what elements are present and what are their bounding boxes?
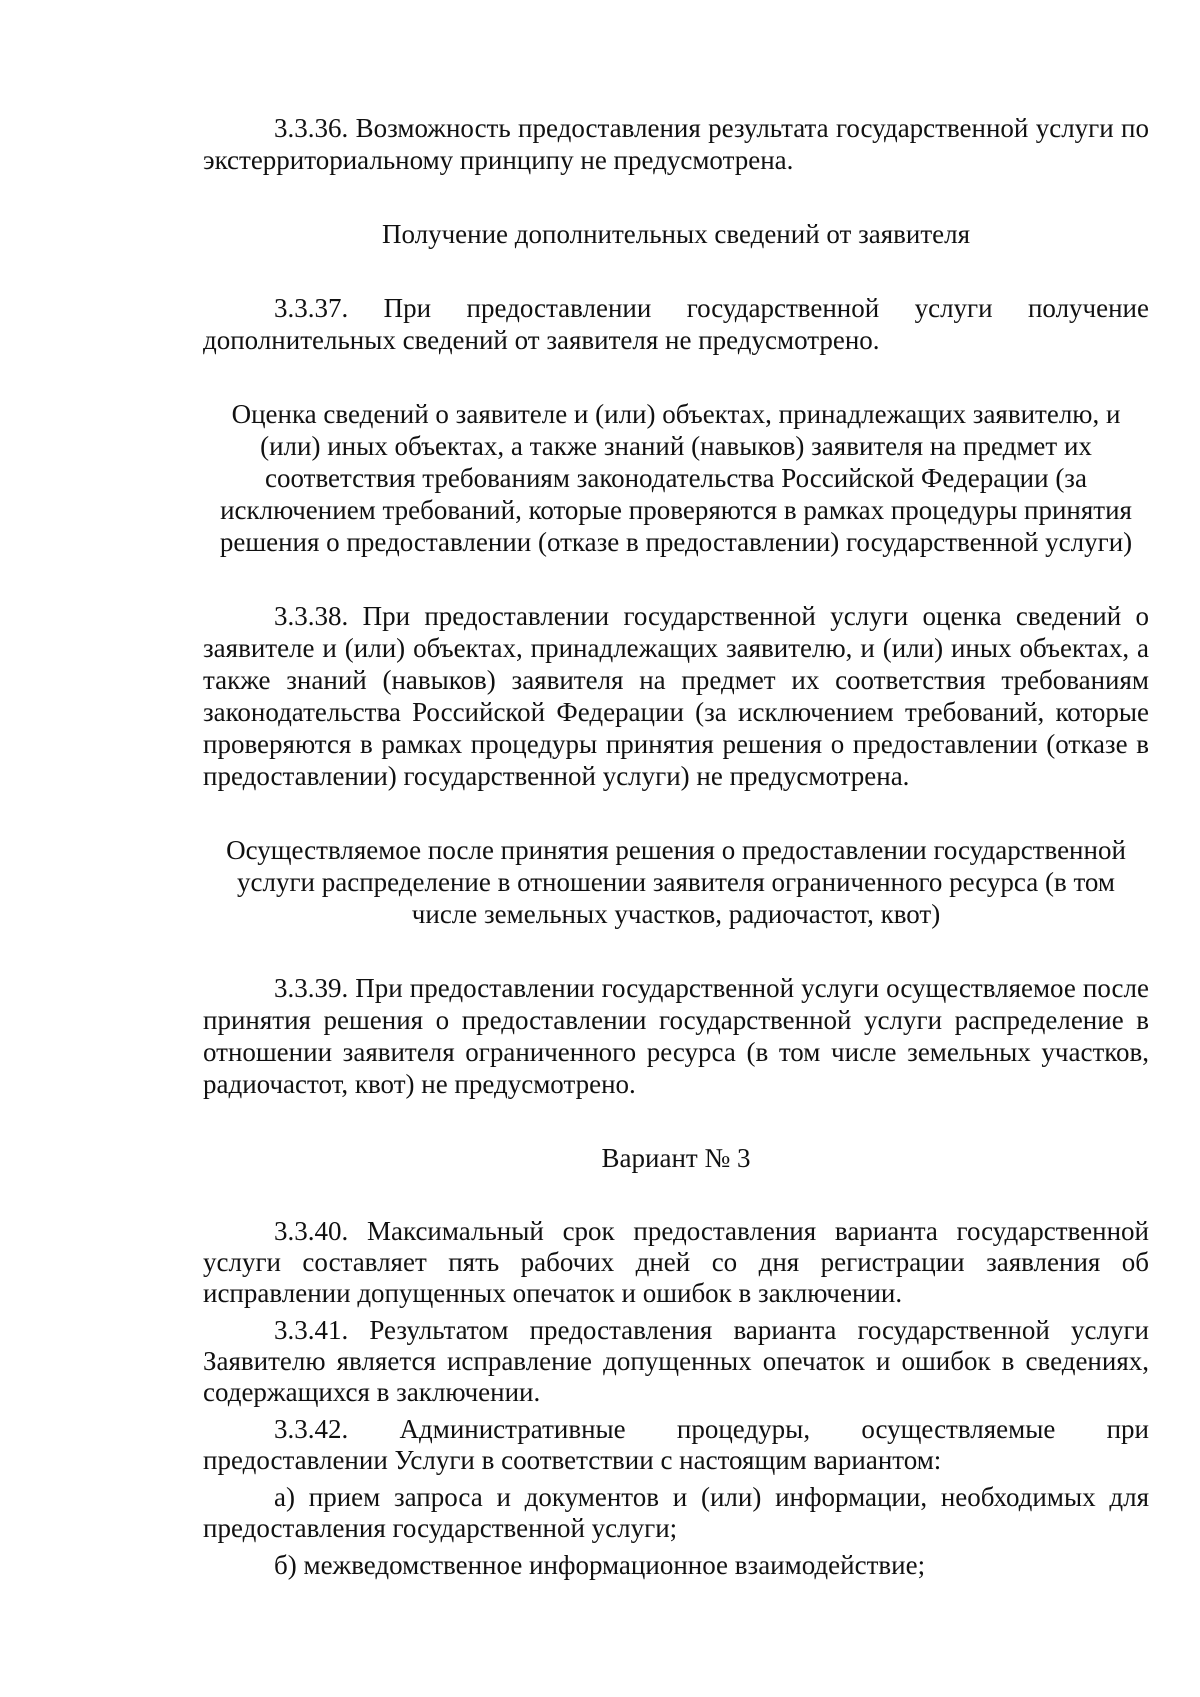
paragraph-3-3-39: 3.3.39. При предоставлении государственной услуги осуществляемое после принятия решения о предоставлении государственной услуги распределение в отношении заявителя ограниченного ресурса (в том числе земельных участков, радиочастот, квот) не предусмотрено. xyxy=(203,973,1149,1099)
list-item-a: а) прием запроса и документов и (или) информации, необходимых для предоставления государственной услуги; xyxy=(203,1482,1149,1543)
paragraph-3-3-41: 3.3.41. Результатом предоставления варианта государственной услуги Заявителю является исправление допущенных опечаток и ошибок в сведениях, содержащихся в заключении. xyxy=(203,1315,1149,1407)
paragraph-3-3-40: 3.3.40. Максимальный срок предоставления варианта государственной услуги составляет пять рабочих дней со дня регистрации заявления об исправлении допущенных опечаток и ошибок в заключении. xyxy=(203,1216,1149,1308)
heading-assessment: Оценка сведений о заявителе и (или) объектах, принадлежащих заявителю, и (или) иных объектах, а также знаний (навыков) заявителя на предмет их соответствия требованиям законодательства Российской Федерации (за исключением требований, которые проверяются в рамках процедуры принятия решения о предоставлении (отказе в предоставлении) государственной услуги) xyxy=(219,399,1133,557)
document-page xyxy=(203,112,1149,1581)
paragraph-3-3-42: 3.3.42. Административные процедуры, осуществляемые при предоставлении Услуги в соответствии с настоящим вариантом: xyxy=(203,1414,1149,1475)
paragraph-3-3-38: 3.3.38. При предоставлении государственной услуги оценка сведений о заявителе и (или) объектах, принадлежащих заявителю, и (или) иных объектах, а также знаний (навыков) заявителя на предмет их соответствия требованиям законодательства Российской Федерации (за исключением требований, которые проверяются в рамках процедуры принятия решения о предоставлении (отказе в предоставлении) государственной услуги) не предусмотрена. xyxy=(203,601,1149,791)
list-item-b: б) межведомственное информационное взаимодействие; xyxy=(274,1550,926,1580)
paragraph-3-3-37: 3.3.37. При предоставлении государственной услуги получение дополнительных сведений от заявителя не предусмотрено. xyxy=(203,293,1149,355)
heading-variant: Вариант № 3 xyxy=(601,1143,751,1173)
heading-resource: Осуществляемое после принятия решения о предоставлении государственной услуги распределение в отношении заявителя ограниченного ресурса (в том числе земельных участков, радиочастот, квот) xyxy=(226,835,1126,929)
heading-additional-info: Получение дополнительных сведений от заявителя xyxy=(381,219,971,249)
paragraph-3-3-36: 3.3.36. Возможность предоставления результата государственной услуги по экстерриториальному принципу не предусмотрена. xyxy=(203,113,1149,175)
